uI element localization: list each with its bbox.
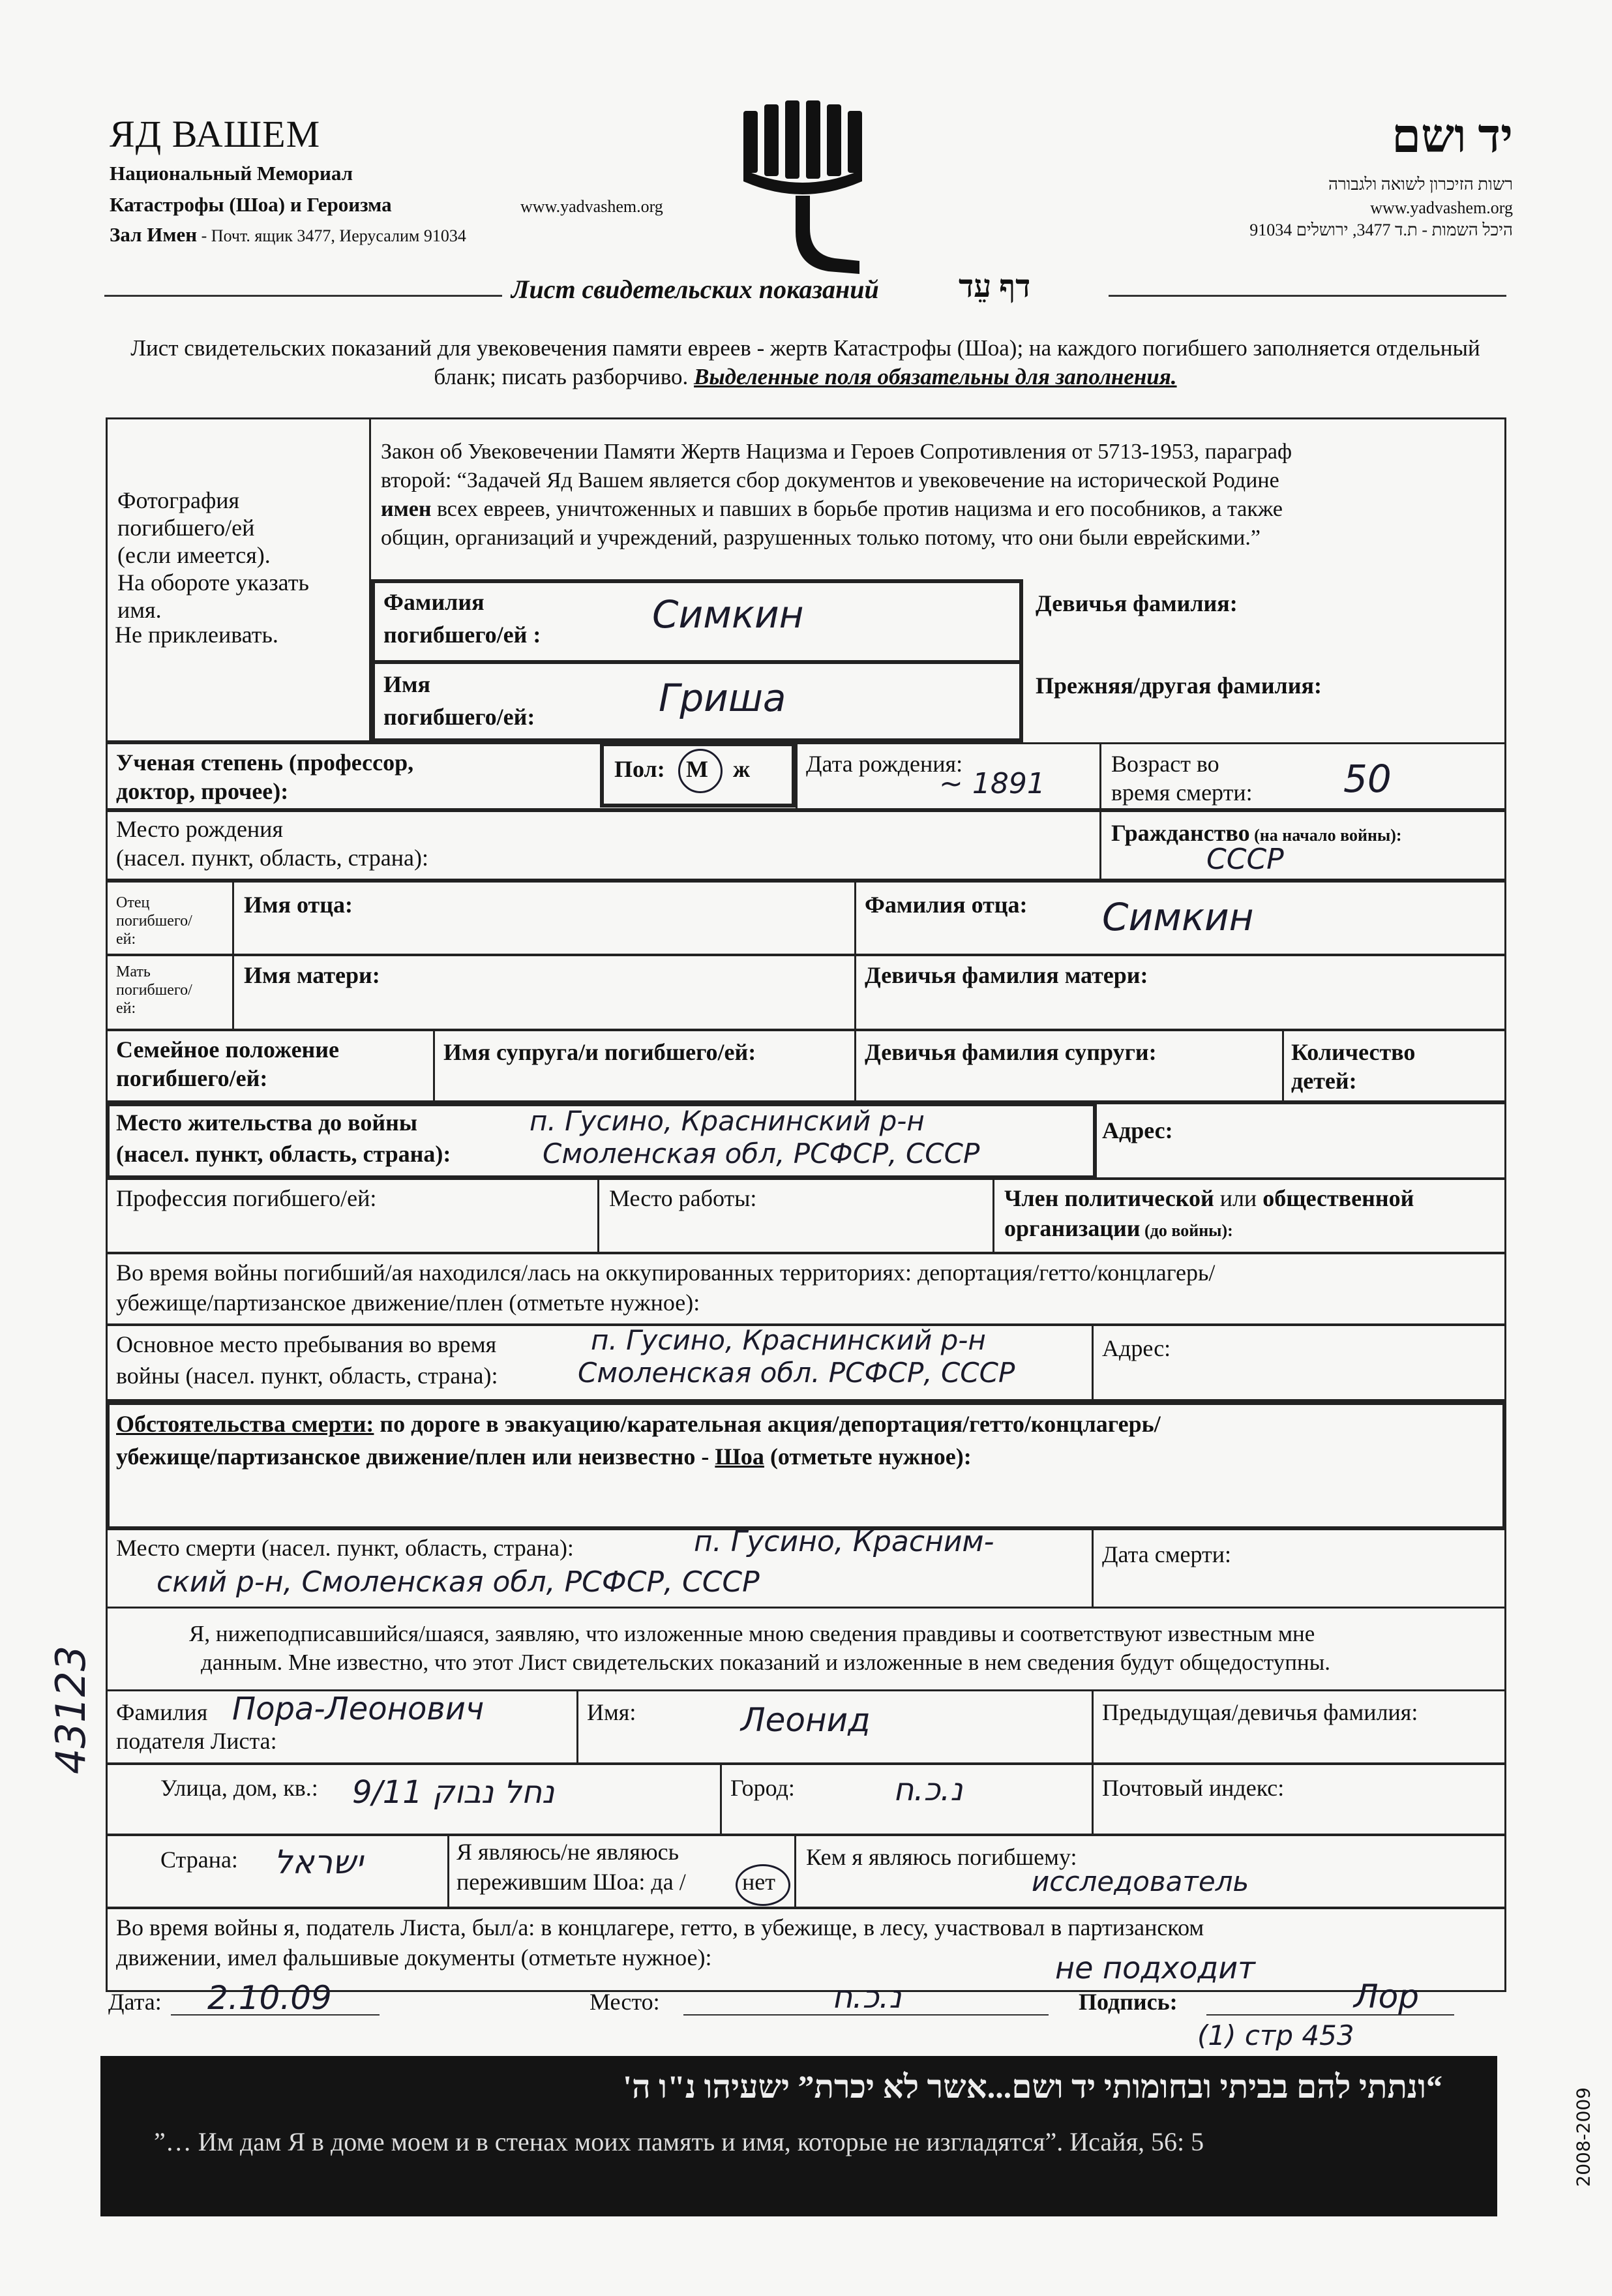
divider bbox=[1092, 1762, 1094, 1835]
quote-ru: ”… Им дам Я в доме моем и в стенах моих память и имя, которые не изгладятся”. Исайя, 56: 5 bbox=[154, 2127, 1204, 2156]
death-circumstances-title: Обстоятельства смерти: bbox=[116, 1411, 374, 1437]
law-text-3-rest: всех евреев, уничтоженных и павших в борьбе против нацизма и его пособников, а также bbox=[431, 497, 1283, 521]
sheet-title: Лист свидетельских показаний bbox=[511, 275, 879, 304]
divider bbox=[720, 1762, 722, 1835]
residence-value-1[interactable]: п. Гусино, Краснинский р-н bbox=[530, 1105, 925, 1137]
father-small-1: Отец bbox=[116, 894, 150, 911]
relation-value[interactable]: исследователь bbox=[1032, 1865, 1249, 1897]
death-circumstances-options-1: по дороге в эвакуацию/карательная акция/депортация/гетто/концлагерь/ bbox=[374, 1411, 1161, 1437]
age-at-death-label-2: время смерти: bbox=[1111, 779, 1253, 806]
death-circumstances-line-2 bbox=[116, 1443, 972, 1470]
divider bbox=[1099, 810, 1101, 881]
war-address-label: Адрес: bbox=[1102, 1335, 1171, 1361]
name-label-2: погибшего/ей: bbox=[383, 704, 535, 730]
mother-small-1: Мать bbox=[116, 963, 151, 980]
degree-label-1: Ученая степень (профессор, bbox=[116, 749, 414, 776]
spouse-maiden-label: Девичья фамилия супруги: bbox=[865, 1039, 1157, 1065]
signature-label: Подпись: bbox=[1079, 1989, 1178, 2015]
required-fields-note: Выделенные поля обязательны для заполнения. bbox=[694, 364, 1177, 389]
marital-label-1: Семейное положение bbox=[116, 1036, 340, 1063]
org-url-left: www.yadvashem.org bbox=[520, 197, 663, 216]
residence-value-2[interactable]: Смоленская обл, РСФСР, СССР bbox=[543, 1138, 980, 1170]
residence-address-label: Адрес: bbox=[1102, 1117, 1173, 1143]
org-address-ru bbox=[110, 223, 466, 247]
member-label-or: или bbox=[1219, 1185, 1257, 1211]
member-label-1 bbox=[1004, 1185, 1414, 1212]
survivor-label-2: пережившим Шоа: да / bbox=[456, 1869, 686, 1895]
divider bbox=[1092, 1689, 1094, 1765]
org-title-he: יד ושם bbox=[1392, 110, 1513, 162]
mother-maiden-label: Девичья фамилия матери: bbox=[865, 962, 1148, 988]
member-label-1b: общественной bbox=[1257, 1185, 1414, 1211]
member-label-2 bbox=[1004, 1215, 1233, 1245]
org-subtitle-ru-1: Национальный Мемориал bbox=[110, 162, 353, 185]
photo-label-5: имя. bbox=[117, 597, 162, 623]
citizenship-value[interactable]: СССР bbox=[1206, 843, 1284, 876]
war-status-2: убежище/партизанское движение/плен (отметьте нужное): bbox=[116, 1290, 700, 1316]
residence-label-2: (насел. пункт, область, страна): bbox=[116, 1141, 451, 1167]
declaration-1: Я, нижеподписавшийся/шаяся, заявляю, что изложенные мною сведения правдивы и соответствуют известным мне bbox=[189, 1621, 1315, 1646]
photo-label-1: Фотография bbox=[117, 487, 240, 513]
death-circumstances-options-3: (отметьте нужное): bbox=[764, 1443, 972, 1470]
org-address-he: היכל השמות - ת.ד 3477, ירושלים 91034 bbox=[1249, 220, 1513, 239]
survivor-no-option[interactable]: нет bbox=[742, 1869, 775, 1895]
workplace-label: Место работы: bbox=[609, 1185, 757, 1211]
date-label: Дата: bbox=[108, 1989, 162, 2015]
name-label-1: Имя bbox=[383, 671, 430, 697]
profession-label: Профессия погибшего/ей: bbox=[116, 1185, 377, 1211]
death-place-value-1[interactable]: п. Гусино, Красним- bbox=[694, 1525, 994, 1558]
war-place-label-2: войны (насел. пункт, область, страна): bbox=[116, 1363, 498, 1389]
father-surname-label: Фамилия отца: bbox=[865, 892, 1028, 918]
submitter-war-2: движении, имел фальшивые документы (отметьте нужное): bbox=[116, 1944, 712, 1971]
mother-name-label: Имя матери: bbox=[244, 962, 380, 988]
city-value[interactable]: נ.כ.ח bbox=[893, 1772, 963, 1808]
submitter-war-1: Во время войны я, податель Листа, был/а: в концлагере, гетто, в убежище, в лесу, участвовал в партизанском bbox=[116, 1914, 1204, 1941]
birthplace-label-1: Место рождения bbox=[116, 816, 284, 842]
instructions bbox=[111, 334, 1500, 391]
war-place-value-2[interactable]: Смоленская обл. РСФСР, СССР bbox=[578, 1357, 1015, 1389]
hall-of-names-label: Зал Имен bbox=[110, 223, 198, 246]
photo-label-3: (если имеется). bbox=[117, 542, 271, 568]
member-label-note: (до войны): bbox=[1140, 1221, 1233, 1240]
surname-label-1: Фамилия bbox=[383, 589, 485, 615]
member-label-2a: организации bbox=[1004, 1215, 1141, 1241]
title-rule-right bbox=[1109, 295, 1506, 297]
title-rule-left bbox=[104, 295, 502, 297]
relation-label: Кем я являюсь погибшему: bbox=[806, 1844, 1077, 1870]
quote-he: “ונתתי להם בביתי ובחומותי יד ושם...אשר לא יכרת” ישעיהו נ"ו ה' bbox=[623, 2068, 1442, 2105]
war-status-1: Во время войны погибший/ая находился/лась на оккупированных территориях: депортация/гетто/концлагерь/ bbox=[116, 1260, 1216, 1286]
law-text-1: Закон об Увековечении Памяти Жертв Нацизма и Героев Сопротивления от 5713-1953, параграф bbox=[381, 440, 1292, 464]
spouse-name-label: Имя супруга/и погибшего/ей: bbox=[443, 1039, 756, 1065]
divider bbox=[1092, 1528, 1094, 1609]
org-title-ru: ЯД ВАШЕМ bbox=[110, 113, 321, 155]
date-value[interactable]: 2.10.09 bbox=[207, 1979, 332, 2017]
declaration-2: данным. Мне известно, что этот Лист свидетельских показаний и изложенные в нем сведения будут общедоступны. bbox=[201, 1650, 1330, 1675]
photo-label-2: погибшего/ей bbox=[117, 515, 255, 541]
submitter-name-value[interactable]: Леонид bbox=[741, 1701, 871, 1739]
place-value[interactable]: נ.כ.ח bbox=[832, 1979, 902, 2016]
father-name-label: Имя отца: bbox=[244, 892, 353, 918]
divider bbox=[854, 1029, 856, 1102]
submitter-war-value[interactable]: не подходит bbox=[1055, 1950, 1255, 1986]
survivor-label-1: Я являюсь/не являюсь bbox=[456, 1839, 679, 1865]
divider bbox=[1092, 1324, 1094, 1401]
death-place-label: Место смерти (насел. пункт, область, страна): bbox=[116, 1535, 574, 1561]
street-value[interactable]: 9/11 נחל נבוק bbox=[352, 1774, 555, 1811]
children-label-2: детей: bbox=[1291, 1068, 1357, 1094]
submitter-surname-label-1: Фамилия bbox=[116, 1699, 208, 1725]
birthplace-label-2: (насел. пункт, область, страна): bbox=[116, 845, 429, 871]
org-subtitle-ru-2: Катастрофы (Шоа) и Героизма bbox=[110, 193, 392, 216]
father-small-3: ей: bbox=[116, 931, 136, 948]
page-reference: (1) стр 453 bbox=[1197, 2019, 1354, 2051]
photo-label-4: На обороте указать bbox=[117, 569, 309, 596]
maiden-name-label: Девичья фамилия: bbox=[1036, 590, 1238, 616]
mother-small-2: погибшего/ bbox=[116, 982, 192, 999]
age-at-death-label-1: Возраст во bbox=[1111, 751, 1219, 777]
citizenship-label-text: Гражданство bbox=[1111, 820, 1250, 846]
law-text-2: второй: “Задачей Яд Вашем является сбор документов и увековечение на исторической Родине bbox=[381, 468, 1279, 492]
submitter-name-label: Имя: bbox=[587, 1699, 636, 1725]
org-url-right: www.yadvashem.org bbox=[1370, 198, 1513, 217]
surname-value[interactable]: Симкин bbox=[652, 592, 804, 637]
street-label: Улица, дом, кв.: bbox=[160, 1775, 318, 1801]
divider bbox=[597, 1178, 599, 1254]
war-place-label-1: Основное место пребывания во время bbox=[116, 1331, 497, 1357]
hall-of-names-address: - Почт. ящик 3477, Иерусалим 91034 bbox=[197, 226, 466, 245]
zip-label: Почтовый индекс: bbox=[1102, 1775, 1285, 1801]
member-label-1a: Член политической bbox=[1004, 1185, 1220, 1211]
mother-small-3: ей: bbox=[116, 1000, 136, 1017]
marital-label-2: погибшего/ей: bbox=[116, 1065, 268, 1091]
surname-label-2: погибшего/ей : bbox=[383, 622, 541, 648]
country-label: Страна: bbox=[160, 1847, 238, 1873]
law-text-names: имен bbox=[381, 497, 432, 521]
side-year: 2008-2009 bbox=[1573, 2087, 1594, 2187]
sex-label: Пол: bbox=[614, 756, 665, 782]
country-value[interactable]: ישראל bbox=[274, 1843, 363, 1881]
citizenship-note: (на начало войны): bbox=[1249, 826, 1402, 845]
submitter-surname-value[interactable]: Пора-Леонович bbox=[232, 1691, 485, 1727]
children-label-1: Количество bbox=[1291, 1039, 1416, 1065]
law-text-3 bbox=[381, 496, 1283, 523]
father-small-2: погибшего/ bbox=[116, 913, 192, 929]
degree-label-2: доктор, прочее): bbox=[116, 778, 289, 804]
birth-date-label: Дата рождения: bbox=[806, 751, 963, 777]
submitter-surname-label-2: подателя Листа: bbox=[116, 1728, 277, 1754]
divider bbox=[794, 1834, 796, 1909]
age-at-death-value[interactable]: 50 bbox=[1343, 757, 1392, 801]
org-subtitle-he: רשות הזיכרון לשואה ולגבורה bbox=[1328, 175, 1513, 194]
place-label: Место: bbox=[590, 1989, 660, 2015]
birth-date-value[interactable]: ~ 1891 bbox=[939, 767, 1045, 800]
divider bbox=[447, 1834, 449, 1909]
sheet-title-he: דף עֵד bbox=[959, 269, 1031, 304]
death-circumstances-line-1 bbox=[116, 1410, 1161, 1438]
archive-number: 43123 bbox=[47, 1645, 95, 1774]
instructions-text: Лист свидетельских показаний для увековечения памяти евреев - жертв Катастрофы (Шоа); на каждого погибшего заполняется отдельный бланк; писать разборчиво. bbox=[130, 335, 1480, 389]
divider bbox=[1099, 742, 1101, 810]
death-date-label: Дата смерти: bbox=[1102, 1541, 1232, 1567]
previous-surname-label: Прежняя/другая фамилия: bbox=[1036, 672, 1322, 699]
death-circumstances-options-2: убежище/партизанское движение/плен или неизвестно - bbox=[116, 1443, 715, 1470]
divider bbox=[576, 1689, 578, 1765]
divider bbox=[433, 1029, 435, 1102]
death-circumstances-shoa: Шоа bbox=[715, 1443, 764, 1470]
sex-male-option[interactable]: М bbox=[686, 756, 708, 782]
father-surname-value[interactable]: Симкин bbox=[1102, 895, 1254, 939]
death-place-value-2[interactable]: ский р-н, Смоленская обл, РСФСР, СССР bbox=[157, 1565, 760, 1599]
sex-female-option[interactable]: ж bbox=[733, 756, 751, 782]
submitter-previous-surname-label: Предыдущая/девичья фамилия: bbox=[1102, 1699, 1418, 1725]
divider bbox=[993, 1178, 994, 1254]
photo-label-6: Не приклеивать. bbox=[115, 622, 278, 648]
name-value[interactable]: Гриша bbox=[659, 676, 786, 720]
yad-vashem-logo-icon bbox=[737, 98, 874, 280]
law-text-4: общин, организаций и учреждений, разрушенных только потому, что они были еврейскими.” bbox=[381, 526, 1261, 550]
city-label: Город: bbox=[730, 1775, 795, 1801]
war-place-value-1[interactable]: п. Гусино, Краснинский р-н bbox=[591, 1324, 986, 1356]
residence-label-1: Место жительства до войны bbox=[116, 1110, 417, 1136]
signature-value[interactable]: Лор bbox=[1354, 1978, 1419, 2016]
divider bbox=[1282, 1029, 1284, 1102]
divider bbox=[796, 742, 798, 810]
